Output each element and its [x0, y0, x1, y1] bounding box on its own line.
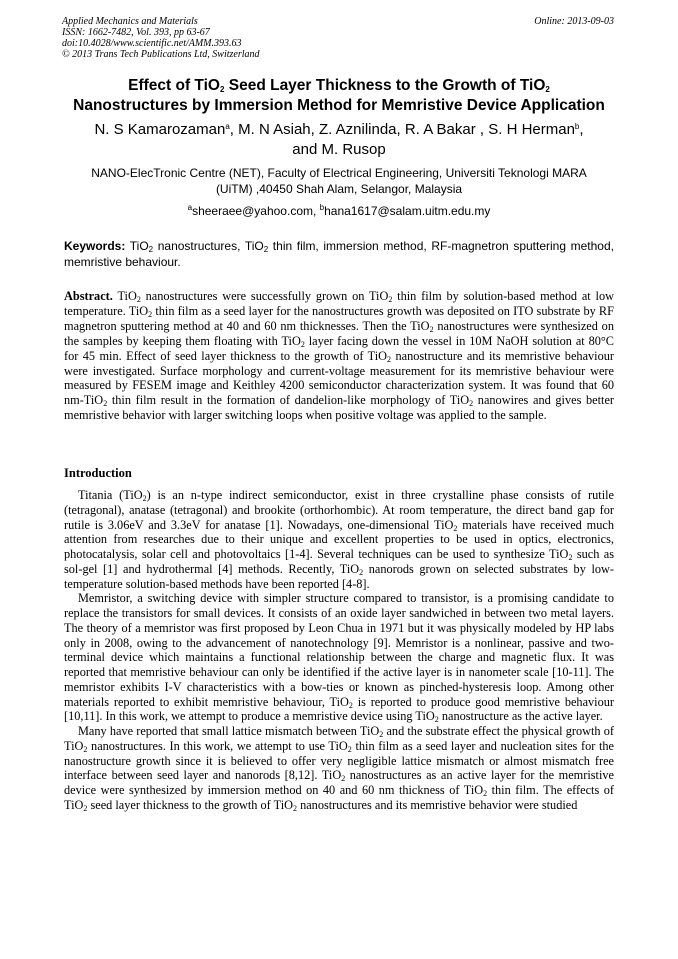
author-list: N. S Kamarozaman$^a$, M. N Asiah, Z. Aznilinda, R. A Bakar , S. H Herman$^b$, and M. Rusop — [94, 121, 584, 158]
journal-name: Applied Mechanics and Materials — [62, 16, 198, 27]
section-heading-introduction: Introduction — [64, 466, 132, 480]
journal-header — [62, 16, 614, 60]
affiliation: NANO-ElecTronic Centre (NET), Faculty of Electrical Engineering, Universiti Teknologi MARA (UiTM) ,40450 Shah Alam, Selangor, Malaysia — [91, 166, 587, 196]
keywords-label: Keywords: — [64, 239, 126, 253]
paragraph-1: Titania (TiO$_2$) is an n-type indirect semiconductor, exist in three crystalline phase consists of rutile (tetragonal), anatase (tetragonal) and brookite (orthorhombic). At room temperature, the direct band gap for rutile is 3.06eV and 3.3eV for anatase [1]. Nowadays, one-dimensional TiO$_2$ materials have received much attention from researches due to their unique and excellent properties to be used in optics, electronics, photocatalysis, solar cell and photovoltaics [1-4]. Several techniques can be used to synthesize TiO$_2$ such as sol-gel [1] and hydrothermal [4] methods. Recently, TiO$_2$ nanorods grown on selected substrates by low-temperature solution-based methods have been reported [4-8]. — [64, 488, 615, 591]
paragraph-2: Memristor, a switching device with simpler structure compared to transistor, is a promising candidate to replace the transistors for small devices. It consists of an oxide layer sandwiched in between two metal layers. The theory of a memristor was first proposed by Leon Chua in 1971 but it was physically modeled by HP labs only in 2008, owing to the advancement of nanotechnology [9]. Memristor is a nonlinear, passive and two-terminal device which maintains a functional relationship between the charge and magnetic flux. It was reported that memristive behaviour can only be identified if the active layer is in nanometer scale [10-11]. The memristor exhibits I-V characteristics with a bow-ties or known as pinched-hysteresis loop. Among other materials reported to exhibit memristive behaviour, TiO$_2$ is reported to produce good memristive behaviour [10,11]. In this work, we attempt to produce a memristive device using TiO$_2$ nanostructure as the active layer. — [64, 591, 614, 725]
keywords: Keywords: TiO$_2$ nanostructures, TiO$_2$ thin film, immersion method, RF-magnetron sputtering method, memristive behaviour. — [64, 239, 614, 269]
journal-copyright: © 2013 Trans Tech Publications Ltd, Switzerland — [62, 49, 260, 60]
email-link-a[interactable]: sheeraee@yahoo.com, — [192, 204, 320, 218]
paper-title: Effect of TiO$_2$ Seed Layer Thickness to the Growth of TiO$_2$ Nanostructures by Immersion Method for Memristive Device Application — [73, 77, 605, 114]
abstract: Abstract. TiO$_2$ nanostructures were successfully grown on TiO$_2$ thin film by solution-based method at low temperature. TiO$_2$ thin film as a seed layer for the nanostructures growth was deposited on ITO substrate by RF magnetron sputtering method at 40 and 60 nm thicknesses. Then the TiO$_2$ nanostructures were synthesized on the samples by keeping them floating with TiO$_2$ layer facing down the vessel in 10M NaOH solution at 80°C for 45 min. Effect of seed layer thickness to the growth of TiO$_2$ nanostructure and its memristive behaviour were investigated. Surface morphology and current-voltage measurement for its memristive behaviour were measured by FESEM image and Keithley 4200 semiconductor characterization system. It was found that 60 nm-TiO$_2$ thin film result in the formation of dandelion-like morphology of TiO$_2$ nanowires and gives better memristive behavior with larger switching loops when positive voltage was applied to the sample. — [64, 289, 614, 423]
journal-doi[interactable]: doi:10.4028/www.scientific.net/AMM.393.63 — [62, 38, 242, 49]
introduction-body — [64, 488, 614, 813]
online-date: Online: 2013-09-03 — [534, 16, 614, 27]
email-link-b[interactable]: hana1617@salam.uitm.edu.my — [324, 204, 491, 218]
author-emails: $^a$sheeraee@yahoo.com, $^b$hana1617@salam.uitm.edu.my — [187, 203, 491, 218]
paragraph-3: Many have reported that small lattice mismatch between TiO$_2$ and the substrate effect the physical growth of TiO$_2$ nanostructures. In this work, we attempt to use TiO$_2$ thin film as a seed layer and nucleation sites for the nanostructure growth since it is believed to offer very negligible lattice mismatch or almost mismatch free interface between seed layer and nanorods [8,12]. TiO$_2$ nanostructures as an active layer for the memristive device were synthesized by immersion method on 40 and 60 nm thickness of TiO$_2$ thin film. The effects of TiO$_2$ seed layer thickness to the growth of TiO$_2$ nanostructures and its memristive behavior were studied — [64, 724, 614, 813]
journal-issn: ISSN: 1662-7482, Vol. 393, pp 63-67 — [62, 27, 210, 38]
abstract-label: Abstract. — [64, 289, 113, 303]
